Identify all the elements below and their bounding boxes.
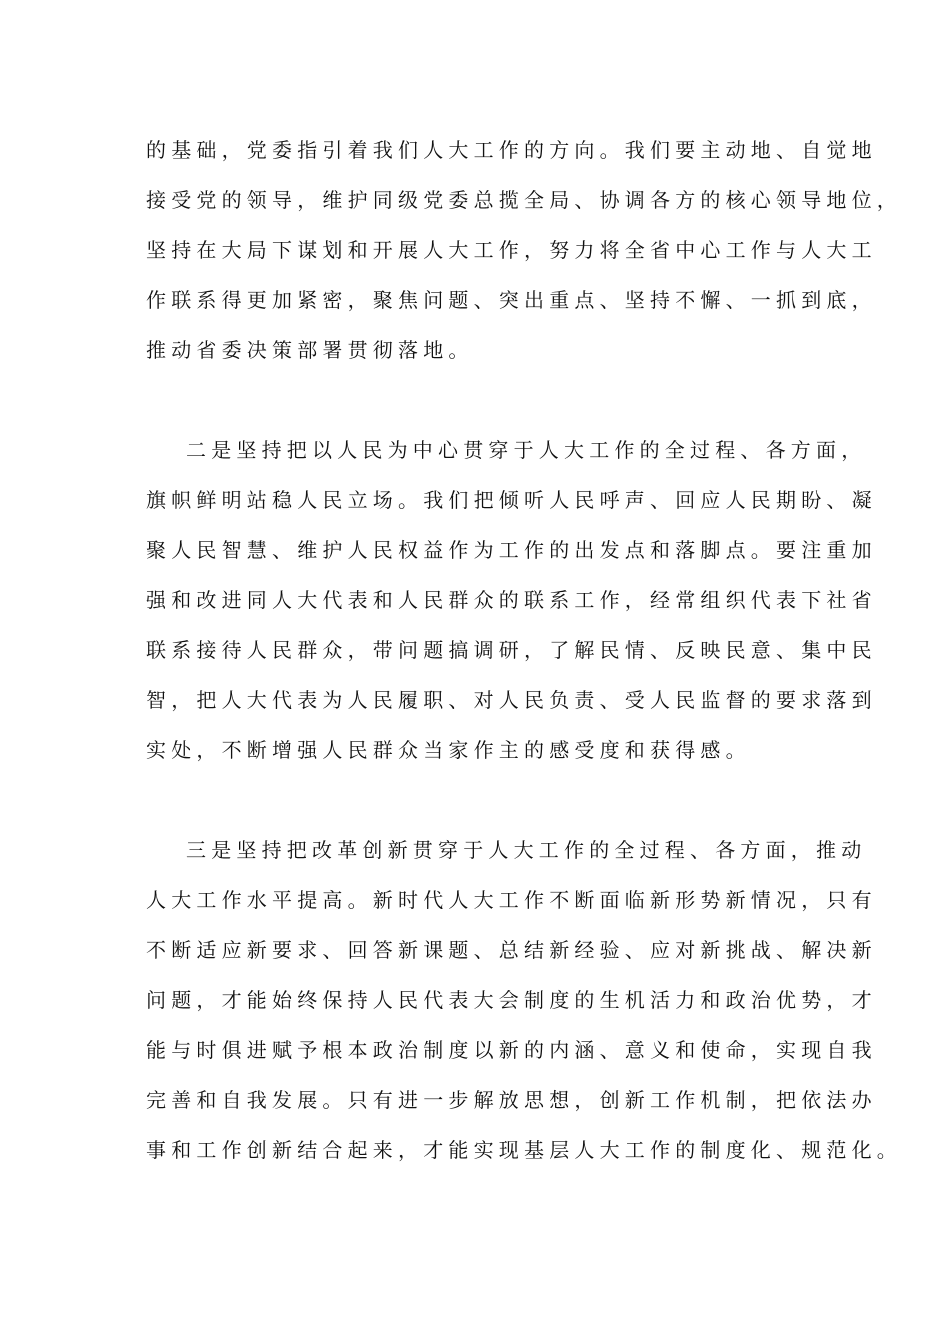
paragraph-line: 智，把人大代表为人民履职、对人民负责、受人民监督的要求落到 (146, 688, 877, 712)
paragraph-line: 推动省委决策部署贯彻落地。 (146, 338, 474, 362)
paragraph-line: 旗帜鲜明站稳人民立场。我们把倾听人民呼声、回应人民期盼、凝 (146, 488, 877, 512)
paragraph-line: 能与时俱进赋予根本政治制度以新的内涵、意义和使命，实现自我 (146, 1038, 877, 1062)
paragraph-line: 的基础，党委指引着我们人大工作的方向。我们要主动地、自觉地 (146, 138, 877, 162)
paragraph-line: 二是坚持把以人民为中心贯穿于人大工作的全过程、各方面， (186, 438, 867, 462)
paragraph-line: 问题，才能始终保持人民代表大会制度的生机活力和政治优势，才 (146, 988, 877, 1012)
paragraph-line: 作联系得更加紧密，聚焦问题、突出重点、坚持不懈、一抓到底， (146, 288, 877, 312)
paragraph-line: 完善和自我发展。只有进一步解放思想，创新工作机制，把依法办 (146, 1088, 877, 1112)
paragraph-line: 实处，不断增强人民群众当家作主的感受度和获得感。 (146, 738, 751, 762)
paragraph-line: 聚人民智慧、维护人民权益作为工作的出发点和落脚点。要注重加 (146, 538, 877, 562)
paragraph-line: 三是坚持把改革创新贯穿于人大工作的全过程、各方面，推动 (186, 838, 867, 862)
paragraph-line: 人大工作水平提高。新时代人大工作不断面临新形势新情况，只有 (146, 888, 877, 912)
paragraph-line: 接受党的领导，维护同级党委总揽全局、协调各方的核心领导地位， (146, 188, 902, 212)
paragraph-line: 事和工作创新结合起来，才能实现基层人大工作的制度化、规范化。 (146, 1138, 902, 1162)
paragraph-line: 不断适应新要求、回答新课题、总结新经验、应对新挑战、解决新 (146, 938, 877, 962)
paragraph-line: 联系接待人民群众，带问题搞调研，了解民情、反映民意、集中民 (146, 638, 877, 662)
paragraph-line: 强和改进同人大代表和人民群众的联系工作，经常组织代表下社省 (146, 588, 877, 612)
paragraph-line: 坚持在大局下谋划和开展人大工作，努力将全省中心工作与人大工 (146, 238, 877, 262)
